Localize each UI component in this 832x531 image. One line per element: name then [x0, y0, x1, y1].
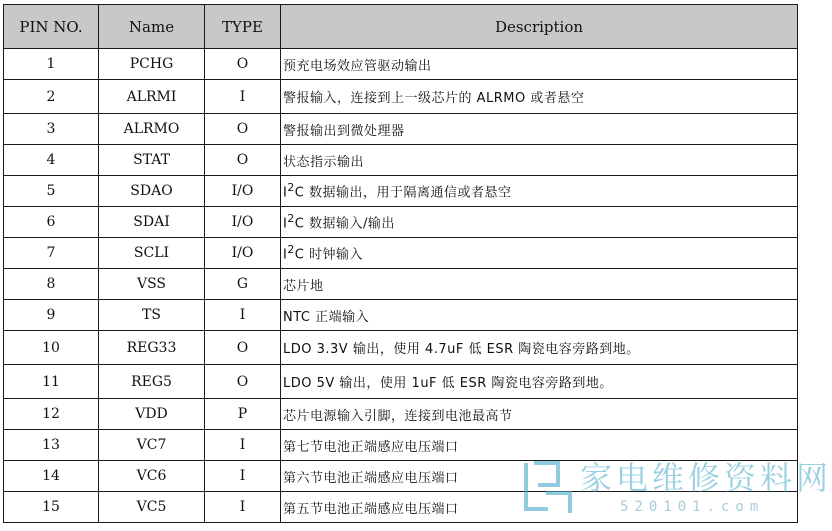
pin-number: 9 — [4, 300, 99, 331]
pin-name: VC6 — [99, 461, 205, 492]
table-header-row — [4, 5, 798, 49]
table-row — [4, 145, 798, 176]
table-row — [4, 430, 798, 461]
watermark-title: 家电维修资料网 — [580, 459, 832, 497]
pin-type: I/O — [205, 207, 281, 238]
pin-name: SDAI — [99, 207, 205, 238]
table-row — [4, 399, 798, 430]
watermark-url: 520101.com — [620, 499, 765, 515]
pin-name: VDD — [99, 399, 205, 430]
pin-number: 1 — [4, 49, 99, 80]
pin-number: 13 — [4, 430, 99, 461]
pin-description-text: C 数据输入/输出 — [294, 216, 395, 232]
pin-name: STAT — [99, 145, 205, 176]
pin-type: O — [205, 145, 281, 176]
pin-type: O — [205, 365, 281, 399]
table-row — [4, 176, 798, 207]
pin-type: I — [205, 492, 281, 523]
pin-description: LDO 5V 输出，使用 1uF 低 ESR 陶瓷电容旁路到地。 — [281, 365, 798, 399]
pin-type: I/O — [205, 238, 281, 269]
pin-description — [281, 176, 798, 207]
pin-name: VC5 — [99, 492, 205, 523]
table-row — [4, 300, 798, 331]
pin-name: PCHG — [99, 49, 205, 80]
table-row — [4, 461, 798, 492]
table-row — [4, 238, 798, 269]
pin-name: REG5 — [99, 365, 205, 399]
header-pin-no: PIN NO. — [4, 5, 99, 49]
pin-description: LDO 3.3V 输出，使用 4.7uF 低 ESR 陶瓷电容旁路到地。 — [281, 331, 798, 365]
pin-description: 第五节电池正端感应电压端口 — [281, 492, 798, 523]
pin-description — [281, 207, 798, 238]
pin-type: I/O — [205, 176, 281, 207]
table-row — [4, 49, 798, 80]
pin-description: 芯片地 — [281, 269, 798, 300]
pin-description: 第六节电池正端感应电压端口 — [281, 461, 798, 492]
pin-number: 10 — [4, 331, 99, 365]
pin-name: VSS — [99, 269, 205, 300]
pin-type: I — [205, 300, 281, 331]
pin-description: 芯片电源输入引脚，连接到电池最高节 — [281, 399, 798, 430]
pin-name: SDAO — [99, 176, 205, 207]
pin-type: I — [205, 461, 281, 492]
pin-number: 11 — [4, 365, 99, 399]
pin-type: G — [205, 269, 281, 300]
pin-description-table — [3, 4, 798, 523]
pin-name: TS — [99, 300, 205, 331]
pin-number: 14 — [4, 461, 99, 492]
pin-name: ALRMI — [99, 80, 205, 114]
pin-description: NTC 正端输入 — [281, 300, 798, 331]
pin-description: 状态指示输出 — [281, 145, 798, 176]
pin-type: I — [205, 430, 281, 461]
table-row — [4, 269, 798, 300]
pin-type: O — [205, 49, 281, 80]
pin-name: REG33 — [99, 331, 205, 365]
header-description: Description — [281, 5, 798, 49]
i2c-superscript: 2 — [287, 212, 295, 226]
pin-number: 4 — [4, 145, 99, 176]
pin-description-text: C 数据输出，用于隔离通信或者悬空 — [294, 185, 512, 201]
table-row — [4, 331, 798, 365]
pin-number: 12 — [4, 399, 99, 430]
table-row — [4, 365, 798, 399]
pin-description: 第七节电池正端感应电压端口 — [281, 430, 798, 461]
header-type: TYPE — [205, 5, 281, 49]
pin-number: 5 — [4, 176, 99, 207]
pin-number: 8 — [4, 269, 99, 300]
i2c-prefix: I — [283, 247, 288, 263]
i2c-superscript: 2 — [287, 181, 295, 195]
pin-type: I — [205, 80, 281, 114]
pin-description-text: C 时钟输入 — [294, 247, 363, 263]
pin-name: VC7 — [99, 430, 205, 461]
table-row — [4, 80, 798, 114]
i2c-superscript: 2 — [287, 243, 295, 257]
pin-description — [281, 238, 798, 269]
pin-number: 15 — [4, 492, 99, 523]
pin-type: O — [205, 114, 281, 145]
pin-type: P — [205, 399, 281, 430]
pin-number: 3 — [4, 114, 99, 145]
table-row — [4, 492, 798, 523]
pin-name: ALRMO — [99, 114, 205, 145]
pin-name: SCLI — [99, 238, 205, 269]
table-row — [4, 207, 798, 238]
pin-description: 警报输入，连接到上一级芯片的 ALRMO 或者悬空 — [281, 80, 798, 114]
pin-description: 预充电场效应管驱动输出 — [281, 49, 798, 80]
i2c-prefix: I — [283, 216, 288, 232]
table-row — [4, 114, 798, 145]
pin-number: 2 — [4, 80, 99, 114]
pin-number: 7 — [4, 238, 99, 269]
header-name: Name — [99, 5, 205, 49]
pin-type: O — [205, 331, 281, 365]
pin-description: 警报输出到微处理器 — [281, 114, 798, 145]
i2c-prefix: I — [283, 185, 288, 201]
pin-number: 6 — [4, 207, 99, 238]
